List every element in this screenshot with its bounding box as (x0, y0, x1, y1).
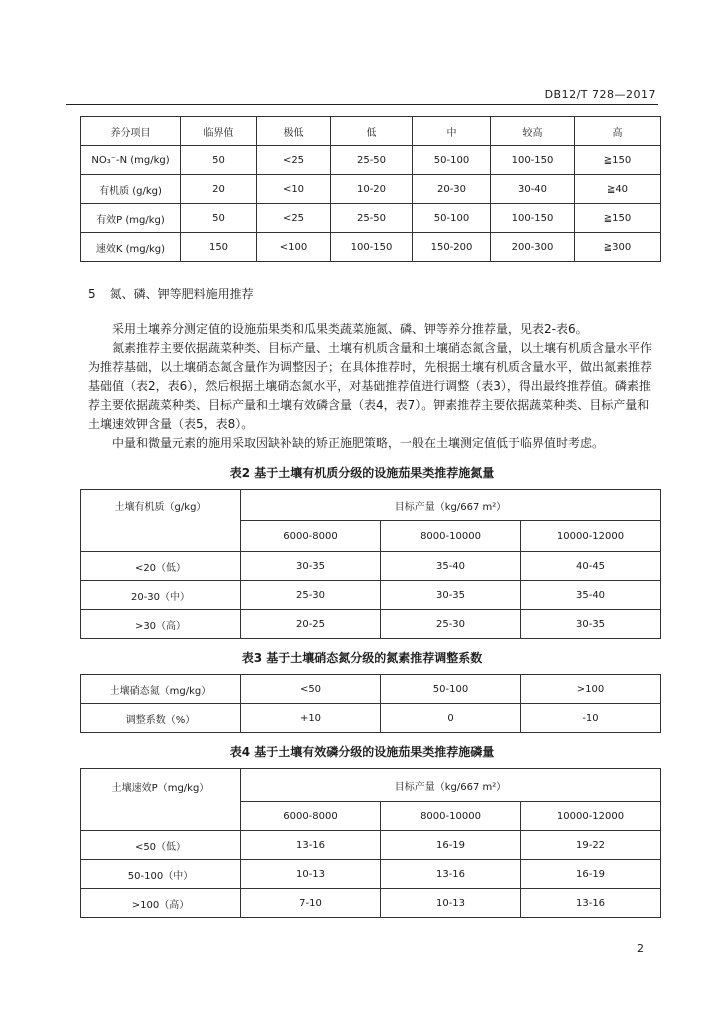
section-number: 5 (88, 287, 96, 301)
table-cell: 150 (181, 233, 257, 262)
table-cell: 10-13 (241, 860, 381, 889)
section-heading (88, 285, 254, 302)
table-header-row (81, 117, 661, 146)
table-cell: ≧150 (575, 146, 661, 175)
column-header: 6000-8000 (241, 802, 381, 831)
table-cell: 19-22 (521, 831, 661, 860)
table-cell: 50-100（中） (81, 860, 241, 889)
table-cell: 150-200 (413, 233, 491, 262)
page-number: 2 (637, 942, 644, 955)
row-header: 土壤有机质（g/kg） (81, 490, 241, 552)
table-cell: 25-50 (331, 146, 413, 175)
table-cell: 20-30 (413, 175, 491, 204)
column-header: 极低 (257, 117, 331, 146)
table-cell: ≧40 (575, 175, 661, 204)
table-caption: 表2 基于土壤有机质分级的设施茄果类推荐施氮量 (229, 466, 495, 480)
table-cell: <25 (257, 204, 331, 233)
section-body (88, 320, 660, 453)
table-cell: 30-35 (381, 581, 521, 610)
table-row (81, 860, 661, 889)
table-cell: -10 (521, 704, 661, 733)
table-cell: 30-35 (241, 552, 381, 581)
table-cell: <20（低） (81, 552, 241, 581)
table-row (81, 831, 661, 860)
table-cell: 200-300 (491, 233, 575, 262)
document-code: DB12/T 728—2017 (544, 88, 656, 101)
column-header: 高 (575, 117, 661, 146)
table-cell: 35-40 (381, 552, 521, 581)
column-header: 低 (331, 117, 413, 146)
group-header: 目标产量（kg/667 m²） (241, 769, 661, 802)
table-row (81, 175, 661, 204)
table-cell: ≧300 (575, 233, 661, 262)
table-row (81, 889, 661, 918)
table-cell: NO₃⁻-N (mg/kg) (81, 146, 181, 175)
table-cell: 10-20 (331, 175, 413, 204)
table-row (81, 581, 661, 610)
table-cell: 20 (181, 175, 257, 204)
table-cell: 25-30 (381, 610, 521, 639)
table-cell: 35-40 (521, 581, 661, 610)
table-cell: 50 (181, 204, 257, 233)
table-cell: 20-30（中） (81, 581, 241, 610)
paragraph: 中量和微量元素的施用采取因缺补缺的矫正施肥策略，一般在土壤测定值低于临界值时考虑。 (112, 436, 605, 450)
table-cell: <50（低） (81, 831, 241, 860)
column-header: 养分项目 (81, 117, 181, 146)
table-row (81, 552, 661, 581)
column-header: 8000-10000 (381, 802, 521, 831)
paragraph: 采用土壤养分测定值的设施茄果类和瓜果类蔬菜施氮、磷、钾等养分推荐量，见表2-表6。 (112, 322, 588, 336)
table-cell: 40-45 (521, 552, 661, 581)
column-header: 6000-8000 (241, 521, 381, 552)
table-row (81, 233, 661, 262)
table-cell: 50-100 (413, 146, 491, 175)
column-header: 临界值 (181, 117, 257, 146)
table-cell: 速效K (mg/kg) (81, 233, 181, 262)
table-cell: 10-13 (381, 889, 521, 918)
table-row (81, 675, 661, 704)
table-cell: <25 (257, 146, 331, 175)
table-cell: 50-100 (381, 675, 521, 704)
table-cell: +10 (241, 704, 381, 733)
table-row (81, 204, 661, 233)
table-cell: 有效P (mg/kg) (81, 204, 181, 233)
header-divider (66, 104, 658, 105)
column-header: 较高 (491, 117, 575, 146)
table-cell: 16-19 (521, 860, 661, 889)
table-cell: 30-40 (491, 175, 575, 204)
table-cell: 20-25 (241, 610, 381, 639)
section-title: 氮、磷、钾等肥料施用推荐 (109, 287, 254, 301)
table-cell: 0 (381, 704, 521, 733)
table-cell: 13-16 (381, 860, 521, 889)
table-cell: 25-30 (241, 581, 381, 610)
table-row (81, 146, 661, 175)
table-cell: <50 (241, 675, 381, 704)
table-cell: 土壤硝态氮（mg/kg） (81, 675, 241, 704)
column-header: 8000-10000 (381, 521, 521, 552)
table-cell: 100-150 (491, 204, 575, 233)
column-header: 中 (413, 117, 491, 146)
table-cell: 50-100 (413, 204, 491, 233)
table-row (81, 610, 661, 639)
table-cell: 调整系数（%） (81, 704, 241, 733)
column-header: 10000-12000 (521, 521, 661, 552)
table-cell: 有机质 (g/kg) (81, 175, 181, 204)
table-caption: 表4 基于土壤有效磷分级的设施茄果类推荐施磷量 (229, 745, 495, 759)
table-cell: <100 (257, 233, 331, 262)
phosphorus-recommendation-table (80, 768, 661, 918)
table-cell: <10 (257, 175, 331, 204)
table-cell: 13-16 (521, 889, 661, 918)
row-header: 土壤速效P（mg/kg） (81, 769, 241, 831)
table-cell: >100（高） (81, 889, 241, 918)
column-header: 10000-12000 (521, 802, 661, 831)
table-cell: 13-16 (241, 831, 381, 860)
paragraph: 氮素推荐主要依据蔬菜种类、目标产量、土壤有机质含量和土壤硝态氮含量，以土壤有机质含量水平作为推荐基础，以土壤硝态氮含量作为调整因子；在具体推荐时，先根据土壤有机质含量水平，做出氮素推荐基础值（表2，表6），然后根据土壤硝态氮水平，对基础推荐值进行调整（表3），得出最终推荐值。磷素推荐主要依据蔬菜种类、目标产量和土壤有效磷含量（表4，表7）。钾素推荐主要依据蔬菜种类、目标产量和土壤速效钾含量（表5，表8）。 (88, 341, 653, 431)
table-cell: 100-150 (491, 146, 575, 175)
group-header: 目标产量（kg/667 m²） (241, 490, 661, 521)
table-cell: 50 (181, 146, 257, 175)
table-cell: >100 (521, 675, 661, 704)
table-cell: 7-10 (241, 889, 381, 918)
table-cell: ≧150 (575, 204, 661, 233)
table-cell: 25-50 (331, 204, 413, 233)
table-cell: 16-19 (381, 831, 521, 860)
table-cell: 30-35 (521, 610, 661, 639)
nitrogen-recommendation-table (80, 489, 661, 639)
table-cell: 100-150 (331, 233, 413, 262)
nitrate-adjustment-table (80, 674, 661, 733)
table-cell: >30（高） (81, 610, 241, 639)
nutrient-grading-table (80, 116, 661, 262)
table-caption: 表3 基于土壤硝态氮分级的氮素推荐调整系数 (241, 651, 483, 665)
table-row (81, 704, 661, 733)
